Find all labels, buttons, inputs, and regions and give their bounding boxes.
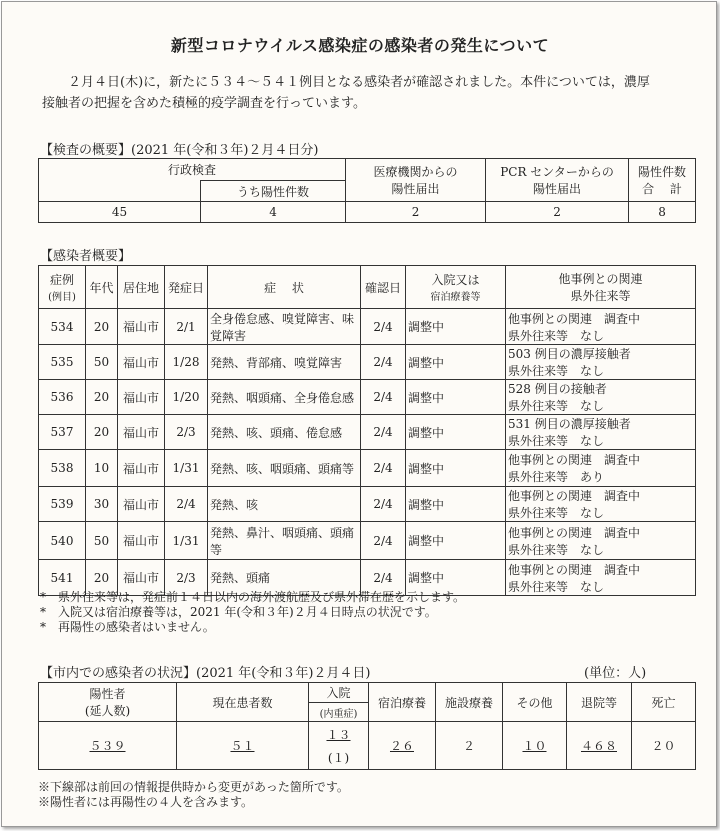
case-onset: 1/28 — [165, 345, 208, 380]
case-number: 538 — [39, 450, 86, 487]
case-row — [39, 345, 696, 380]
case-confirmed: 2/4 — [361, 522, 406, 560]
case-confirmed: 2/4 — [361, 560, 406, 596]
document-page — [1, 1, 717, 827]
header-current: 現在患者数 — [177, 683, 309, 722]
case-row — [39, 487, 696, 522]
case-relation: 他事例との関連 調査中 県外往来等 なし — [506, 487, 696, 522]
case-onset: 2/3 — [165, 415, 208, 450]
case-hospital: 調整中 — [406, 309, 506, 345]
case-relation: 他事例との関連 調査中 県外往来等 なし — [506, 309, 696, 345]
header-age: 年代 — [86, 266, 118, 309]
case-confirmed: 2/4 — [361, 380, 406, 415]
header-positive: 陽性者 (延人数) — [39, 683, 177, 722]
case-age: 10 — [86, 450, 118, 487]
case-number: 537 — [39, 415, 86, 450]
case-onset: 1/31 — [165, 450, 208, 487]
case-relation: 531 例目の濃厚接触者 県外往来等 なし — [506, 415, 696, 450]
page-title: 新型コロナウイルス感染症の感染者の発生について — [170, 36, 550, 55]
case-symptoms: 発熱、鼻汁、咽頭痛、頭痛等 — [208, 522, 361, 560]
case-relation: 528 例目の接触者 県外往来等 なし — [506, 380, 696, 415]
test-summary-heading: 【検査の概要】(2021 年(令和３年)２月４日分) — [40, 143, 319, 158]
city-status-table — [38, 682, 696, 770]
unit-label: (単位：人) — [584, 666, 647, 681]
header-case: 症例 (例目) — [39, 266, 86, 309]
value-admin: 45 — [39, 202, 201, 223]
value-positive: 4 — [201, 202, 346, 223]
header-hospitalized: 入院 — [309, 683, 369, 703]
intro-line-2: 接触者の把握を含めた積極的疫学調査を行っています。 — [42, 96, 366, 111]
header-other: その他 — [503, 683, 567, 722]
note-line: * 県外往来等は，発症前１４日以内の海外渡航歴及び県外滞在歴を示します。 — [40, 590, 466, 604]
value-total: 8 — [629, 202, 696, 223]
header-admin-label — [39, 181, 201, 202]
case-confirmed: 2/4 — [361, 415, 406, 450]
value-hospitalized: １３ (１) — [309, 722, 369, 770]
value-current: ５１ — [177, 722, 309, 770]
header-admin-test: 行政検査 — [39, 159, 346, 181]
case-confirmed: 2/4 — [361, 487, 406, 522]
case-symptoms: 発熱、咳、咽頭痛、頭痛等 — [208, 450, 361, 487]
case-symptoms: 発熱、咳 — [208, 487, 361, 522]
case-symptoms: 全身倦怠感、嗅覚障害、味覚障害 — [208, 309, 361, 345]
case-residence: 福山市 — [118, 450, 165, 487]
cases-table — [38, 265, 696, 596]
value-pcr: 2 — [486, 202, 629, 223]
case-age: 20 — [86, 415, 118, 450]
case-hospital: 調整中 — [406, 345, 506, 380]
header-discharged: 退院等 — [567, 683, 632, 722]
header-residence: 居住地 — [118, 266, 165, 309]
case-hospital: 調整中 — [406, 450, 506, 487]
case-hospital: 調整中 — [406, 522, 506, 560]
header-relation: 他事例との関連 県外往来等 — [506, 266, 696, 309]
value-death: ２０ — [632, 722, 696, 770]
footnote-line: ※下線部は前回の情報提供時から変更があった箇所です。 — [38, 780, 349, 794]
case-number: 541 — [39, 560, 86, 596]
case-residence: 福山市 — [118, 560, 165, 596]
header-facility: 施設療養 — [436, 683, 503, 722]
case-symptoms: 発熱、咳、頭痛、倦怠感 — [208, 415, 361, 450]
value-positive-total: ５３９ — [39, 722, 177, 770]
case-hospital: 調整中 — [406, 560, 506, 596]
case-age: 30 — [86, 487, 118, 522]
intro-line-1: ２月４日(木)に，新たに５３４～５４１例目となる感染者が確認されました。本件については，濃厚 — [68, 75, 650, 90]
header-pcr: PCR センターからの 陽性届出 — [486, 159, 629, 202]
case-number: 539 — [39, 487, 86, 522]
case-relation: 他事例との関連 調査中 県外往来等 あり — [506, 450, 696, 487]
footnotes — [38, 780, 349, 810]
case-onset: 1/31 — [165, 522, 208, 560]
case-relation: 他事例との関連 調査中 県外往来等 なし — [506, 560, 696, 596]
case-symptoms: 発熱、頭痛 — [208, 560, 361, 596]
case-onset: 1/20 — [165, 380, 208, 415]
case-hospital: 調整中 — [406, 415, 506, 450]
case-age: 50 — [86, 522, 118, 560]
intro-paragraph — [42, 72, 692, 114]
header-confirmed: 確認日 — [361, 266, 406, 309]
value-lodging: ２６ — [369, 722, 436, 770]
case-number: 536 — [39, 380, 86, 415]
case-age: 20 — [86, 309, 118, 345]
value-discharged: ４６８ — [567, 722, 632, 770]
case-confirmed: 2/4 — [361, 309, 406, 345]
case-onset: 2/4 — [165, 487, 208, 522]
test-summary-table — [38, 158, 696, 223]
case-number: 540 — [39, 522, 86, 560]
header-positive-in-admin: うち陽性件数 — [201, 181, 346, 202]
notes — [40, 590, 465, 635]
case-age: 50 — [86, 345, 118, 380]
case-residence: 福山市 — [118, 380, 165, 415]
value-medical: 2 — [346, 202, 486, 223]
case-residence: 福山市 — [118, 415, 165, 450]
header-symptoms: 症 状 — [208, 266, 361, 309]
case-age: 20 — [86, 380, 118, 415]
value-facility: ２ — [436, 722, 503, 770]
case-number: 535 — [39, 345, 86, 380]
cases-heading: 【感染者概要】 — [40, 249, 132, 264]
case-residence: 福山市 — [118, 345, 165, 380]
case-row — [39, 450, 696, 487]
case-residence: 福山市 — [118, 487, 165, 522]
header-medical: 医療機関からの 陽性届出 — [346, 159, 486, 202]
case-age: 20 — [86, 560, 118, 596]
header-hospital: 入院又は 宿泊療養等 — [406, 266, 506, 309]
case-hospital: 調整中 — [406, 380, 506, 415]
case-relation: 他事例との関連 調査中 県外往来等 なし — [506, 522, 696, 560]
case-row — [39, 522, 696, 560]
header-total: 陽性件数 合 計 — [629, 159, 696, 202]
case-number: 534 — [39, 309, 86, 345]
case-row — [39, 415, 696, 450]
case-onset: 2/1 — [165, 309, 208, 345]
case-confirmed: 2/4 — [361, 450, 406, 487]
case-onset: 2/3 — [165, 560, 208, 596]
case-hospital: 調整中 — [406, 487, 506, 522]
city-status-heading: 【市内での感染者の状況】(2021 年(令和３年)２月４日) — [40, 666, 371, 681]
header-severe: (内重症) — [309, 703, 369, 722]
note-line: * 入院又は宿泊療養等は，2021 年(令和３年)２月４日時点の状況です。 — [40, 605, 437, 619]
header-lodging: 宿泊療養 — [369, 683, 436, 722]
header-death: 死亡 — [632, 683, 696, 722]
footnote-line: ※陽性者には再陽性の４人を含みます。 — [38, 795, 254, 809]
case-confirmed: 2/4 — [361, 345, 406, 380]
case-symptoms: 発熱、咽頭痛、全身倦怠感 — [208, 380, 361, 415]
value-other: １０ — [503, 722, 567, 770]
case-residence: 福山市 — [118, 522, 165, 560]
note-line: * 再陽性の感染者はいません。 — [40, 620, 215, 634]
case-row — [39, 380, 696, 415]
case-relation: 503 例目の濃厚接触者 県外往来等 なし — [506, 345, 696, 380]
header-onset: 発症日 — [165, 266, 208, 309]
case-symptoms: 発熱、背部痛、嗅覚障害 — [208, 345, 361, 380]
case-row — [39, 309, 696, 345]
case-residence: 福山市 — [118, 309, 165, 345]
